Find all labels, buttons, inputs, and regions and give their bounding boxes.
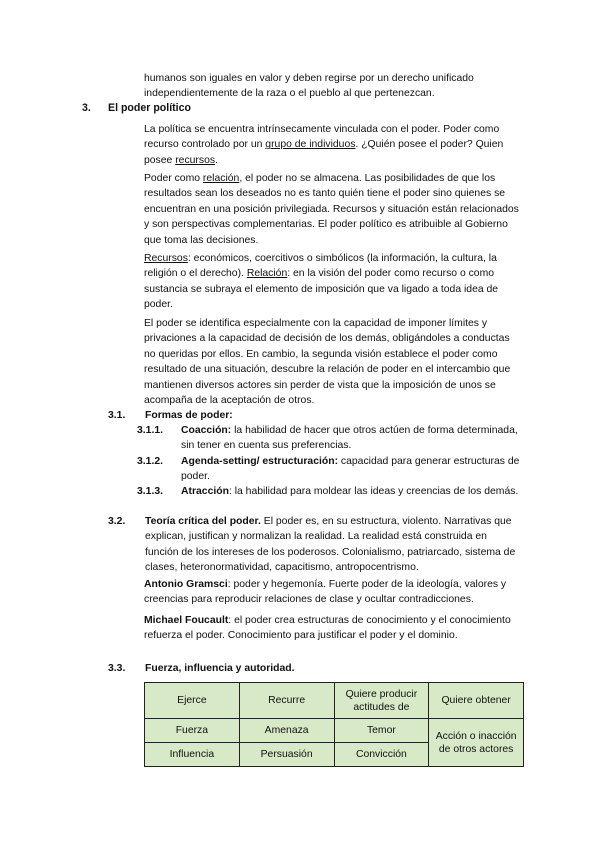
table-cell: Fuerza [145, 719, 240, 743]
item-3-1-1-number: 3.1.1. [137, 425, 163, 436]
p2-text-a: Poder como [144, 173, 203, 184]
table-cell: Ejerce [145, 683, 240, 719]
table-cell: Temor [334, 719, 429, 743]
intro-line-1: humanos son iguales en valor y deben regirse por un derecho unificado [144, 73, 474, 84]
link-relacion: relación [202, 173, 240, 184]
item-3-1-2-number: 3.1.2. [137, 456, 163, 467]
p1-text-a: La política se encuentra intrínsecamente vinculada con el poder. Poder como recurso controlado por un [144, 124, 500, 151]
term-coaccion: Coacción: [181, 425, 232, 436]
item-3-1-3-number: 3.1.3. [137, 486, 163, 497]
paragraph-politica [144, 122, 522, 168]
name-gramsci: Antonio Gramsci [144, 579, 228, 590]
term-recursos: Recursos [144, 253, 188, 264]
table-row [145, 683, 524, 719]
paragraph-gramsci [144, 577, 522, 608]
term-agenda-setting: Agenda-setting/ estructuración: [181, 456, 339, 467]
table-cell: Influencia [145, 743, 240, 767]
table-cell: Amenaza [239, 719, 334, 743]
paragraph-recursos-relacion [144, 251, 522, 313]
section-3-title: El poder político [108, 102, 191, 114]
item-3-1-2-text: capacidad para generar estructuras de poder. [181, 456, 520, 483]
paragraph-capacidad: El poder se identifica especialmente con la capacidad de imponer límites y privaciones a la capacidad de decisión de los demás, obligándoles a conductas no queridas por ellos. En cambio, la segunda visión establece el poder como resultado de una situación, descubre la relación de poder en el intercambio que mantienen diversos actores sin perder de vista que la imposición de unos se acompaña de la aceptación de otros. [144, 318, 511, 407]
p3-text-b: : en la visión del poder como recurso o como sustancia se subraya el elemento de imposición que va ligado a toda idea de poder. [144, 268, 499, 311]
table-cell-merged: Acción o inacción de otros actores [429, 719, 524, 767]
p1-text-c: . [215, 154, 218, 166]
section-3-1-heading [108, 408, 522, 423]
p1-text-b: . ¿Quién posee el poder? Quien posee [144, 139, 504, 166]
section-3-2-number: 3.2. [108, 516, 126, 527]
section-3-3-heading [108, 661, 522, 676]
table-cell: Quiere obtener [429, 683, 524, 719]
name-foucault: Michael Foucault [144, 615, 229, 626]
link-grupo-individuos: grupo de individuos [265, 139, 356, 151]
term-relacion: Relación [246, 268, 288, 280]
section-3-3-number: 3.3. [108, 663, 126, 674]
section-3-number: 3. [82, 102, 91, 114]
gramsci-text: : poder y hegemonía. Fuerte poder de la ideología, valores y creencias para reproducir relaciones de clase y ocultar contradicciones. [144, 579, 507, 606]
foucault-text: : el poder crea estructuras de conocimiento y el conocimiento refuerza el poder. Conocimiento para justificar el poder y el dominio. [144, 615, 511, 642]
section-3-2-text: El poder es, en su estructura, violento. Narrativas que explican, justifican y normalizan la realidad. La realidad está construida en función de los intereses de los poderosos. Colonialismo, patriarcado, sistema de clases, heteronormatividad, capacitismo, antropocentrismo. [145, 516, 516, 574]
table-cell: Persuasión [239, 743, 334, 767]
item-3-1-3-text: : la habilidad para moldear las ideas y creencias de los demás. [228, 486, 519, 497]
item-3-1-2 [137, 454, 522, 485]
p3-text-a: : económicos, coercitivos o simbólicos (la información, la cultura, la religión o el derecho). [144, 253, 497, 280]
table-row [145, 719, 524, 743]
table-cell: Quiere producir actitudes de [334, 683, 429, 719]
section-3-2 [108, 514, 522, 576]
intro-line-2: independientemente de la raza o el pueblo al que pertenezcan. [144, 88, 435, 100]
term-teoria-critica: Teoría crítica del poder. [145, 516, 261, 527]
paragraph-foucault [144, 613, 522, 644]
table-cell: Convicción [334, 743, 429, 767]
table-cell: Recurre [239, 683, 334, 719]
section-3-3-title: Fuerza, influencia y autoridad. [145, 663, 295, 674]
item-3-1-3 [137, 484, 522, 499]
p2-text-b: , el poder no se almacena. Las posibilidades de que los resultados sean los deseados no es tanto quién tiene el poder sino quienes se encuentran en una posición privilegiada. Recursos y situación están relacionados y son perspectivas complementarias. El poder político es atribuible al Gobierno que toma las decisiones. [144, 173, 519, 246]
section-3-1-number: 3.1. [108, 410, 126, 421]
power-table [144, 682, 524, 767]
term-atraccion: Atracción [181, 486, 229, 497]
section-3-heading [82, 102, 191, 114]
paragraph-relacion [144, 171, 522, 248]
section-3-1-title: Formas de poder: [145, 410, 233, 421]
link-recursos: recursos [175, 154, 216, 166]
item-3-1-1-text: la habilidad de hacer que otros actúen de forma determinada, sin tener en cuenta sus preferencias. [181, 425, 518, 452]
item-3-1-1 [137, 423, 522, 454]
intro-paragraph [144, 71, 522, 102]
